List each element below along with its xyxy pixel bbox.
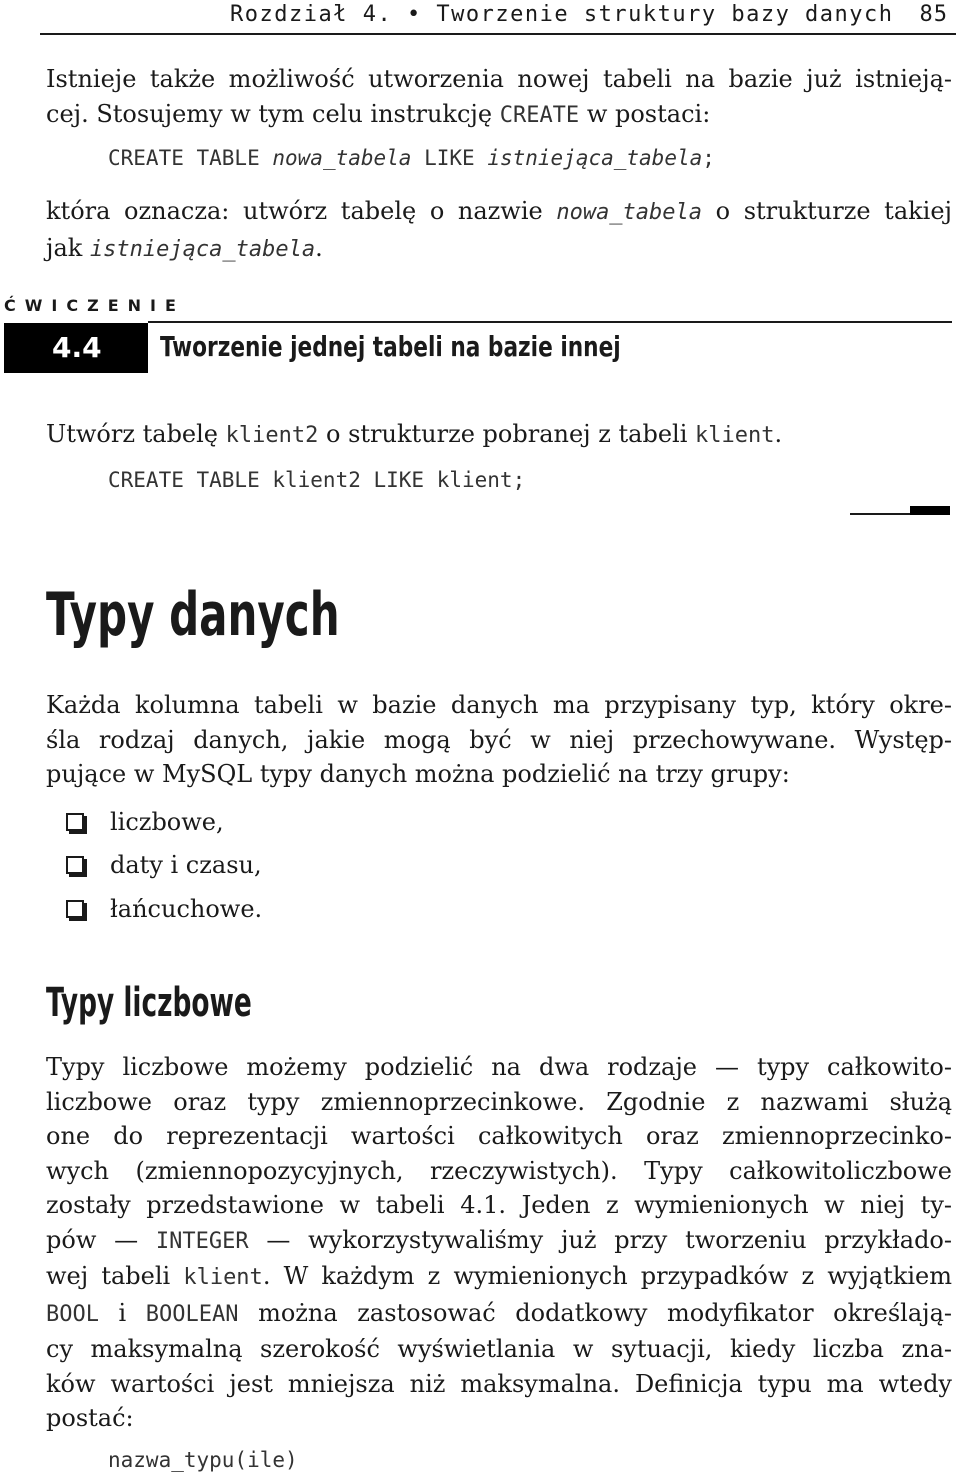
subsection-line-8 [46,1296,952,1333]
subsection-paragraph [46,1050,952,1436]
subsection-line-7 [46,1259,952,1296]
text-run: Utwórz tabelę [46,420,226,448]
text-run: . W każdym z wymienionych przypadków z wyjątkiem [262,1262,952,1290]
code-block-create-like [108,146,715,170]
intro-line-3 [46,194,952,231]
list-item [66,800,262,844]
list-item-label: liczbowe, [110,807,224,836]
text-run: pów — [46,1225,156,1254]
list-item [66,844,262,888]
inline-code: BOOLEAN [145,1301,239,1327]
subsection-line-4: wych (zmiennopozycyjnych, rzeczywistych). Typy całkowitoliczbowe [46,1156,952,1185]
inline-code: INTEGER [155,1228,249,1254]
checkbox-bullet-icon [66,900,84,918]
text-run: w postaci: [579,99,711,128]
inline-code: klient2 [225,423,319,448]
code-text: CREATE TABLE [108,146,273,170]
text-run: cej. Stosujemy w tym celu instrukcję [46,99,500,128]
checkbox-bullet-icon [66,856,84,874]
text-run: o strukturze takiej [702,197,952,225]
exercise-title: Tworzenie jednej tabeli na bazie innej [160,330,621,363]
text-run: i [98,1298,146,1327]
section-line-1: Każda kolumna tabeli w bazie danych ma przypisany typ, który okre- [46,691,952,719]
text-run: jak [46,233,90,262]
intro-line-2 [46,97,952,134]
exercise-label: ĆWICZENIE [4,296,185,315]
inline-code: CREATE [499,102,580,128]
code-placeholder: nowa_tabela [272,146,412,170]
subsection-line-2: liczbowe oraz typy zmiennoprzecinkowe. Zgodnie z nazwami służą [46,1087,952,1116]
exercise-end-mark [910,506,950,515]
exercise-text [46,417,952,454]
inline-code: BOOL [46,1301,99,1327]
exercise-rule [148,321,952,323]
text-run: można zastosować dodatkowy modyfikator określają- [238,1298,952,1327]
text-run: wej tabeli [46,1262,184,1290]
intro-explanation [46,194,952,267]
subsection-line-11: postać: [46,1404,134,1432]
code-placeholder: istniejąca_tabela [487,146,703,170]
header-rule [40,33,956,35]
exercise-line [46,417,952,454]
exercise-code-block: CREATE TABLE klient2 LIKE klient; [108,468,526,492]
text-run: o strukturze pobranej z tabeli [318,420,696,448]
subsection-line-3: one do reprezentacji wartości całkowitych oraz zmiennoprzecinko- [46,1122,952,1150]
code-text: LIKE [411,146,488,170]
subsection-title: Typy liczbowe [46,980,252,1026]
checkbox-bullet-icon [66,813,84,831]
section-paragraph [46,688,952,792]
data-type-groups-list [66,800,262,931]
code-text: ; [702,146,715,170]
text-run: — wykorzystywaliśmy już przy tworzeniu przykłado- [248,1225,952,1254]
subsection-line-10: ków wartości jest mniejsza niż maksymalna. Definicja typu ma wtedy [46,1369,952,1398]
exercise-end-rule [850,513,910,515]
text-run: . [315,233,323,262]
text-run: . [774,420,783,448]
running-head: Rozdział 4. • Tworzenie struktury bazy danych [230,2,894,27]
text-run: która oznacza: utwórz tabelę o nazwie [46,197,557,225]
intro-line-1: Istnieje także możliwość utworzenia nowej tabeli na bazie już istnieją- [46,65,952,93]
inline-code: istniejąca_tabela [89,236,316,262]
section-line-2: śla rodzaj danych, jakie mogą być w niej przechowywane. Występ- [46,725,952,754]
list-item [66,887,262,931]
list-item-label: daty i czasu, [110,851,262,880]
subsection-line-1: Typy liczbowe możemy podzielić na dwa rodzaje — typy całkowito- [46,1053,952,1081]
page-number: 85 [919,2,948,27]
list-item-label: łańcuchowe. [110,894,263,923]
inline-code: klient [695,423,775,448]
subsection-line-6 [46,1223,952,1260]
inline-code: klient [183,1265,263,1290]
exercise-number: 4.4 [4,323,148,373]
subsection-line-9: cy maksymalną szerokość wyświetlania w sytuacji, kiedy liczba zna- [46,1335,952,1363]
section-title: Typy danych [46,580,340,650]
intro-paragraph [46,62,952,133]
intro-line-4 [46,231,952,268]
section-line-3: pujące w MySQL typy danych można podzielić na trzy grupy: [46,760,790,788]
inline-code: nowa_tabela [556,200,703,225]
subsection-line-5: zostały przedstawione w tabeli 4.1. Jeden z wymienionych w niej ty- [46,1191,952,1219]
type-definition-code: nazwa_typu(ile) [108,1448,298,1472]
